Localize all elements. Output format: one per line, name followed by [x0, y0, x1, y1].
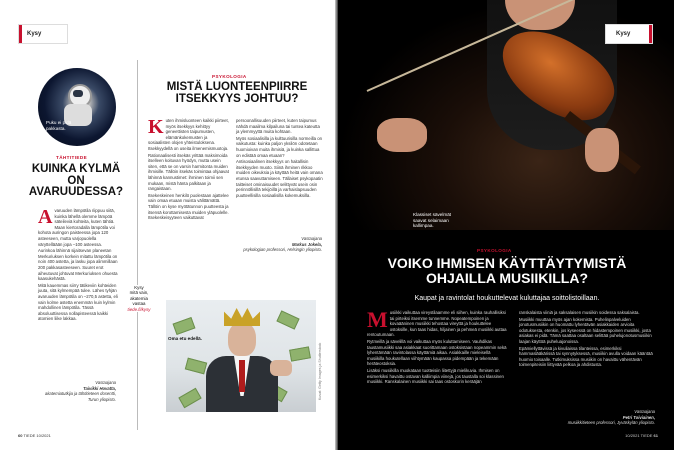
accent-bar [19, 25, 22, 43]
article3-paragraph: ranskalaista viiniä ja saksalaisen musiikin soidessa saksalaista. [519, 310, 640, 315]
article2-paragraph: Rationaalisesti itsekäs yrittää maksimoida itselleen koituvan hyödyn, mutta usein siten, että se on varsin harmitonta muiden ihmisille. Tällöin itsekäs toimintaa ohjaavat lähinnä kannustimet: ihminen toimii sen mukaan, mistä hänta palkitaan ja rangaistaan. [148, 152, 229, 192]
folio-text: TIEDE 10/2021 [23, 433, 51, 438]
astronaut-visor [73, 90, 83, 97]
drop-cap: K [148, 116, 164, 138]
signature-name: Markus Jokela, [291, 241, 322, 247]
question-box-line: Kysy [134, 285, 144, 290]
article3-paragraph: Lisäksi musiikilla muokataan tuotteisiin liitettyjä mielikuvia. Ihmisen on esimerkiksi havaittu ostavan kalliimpia viinejä, jos taustalla soi klassinen musiikki. Ranskalainen musiikki sai taas ostoskorin kerääjän [367, 367, 504, 385]
article2-signature [236, 236, 322, 253]
money-bill-icon [276, 310, 299, 329]
article2-paragraph: Itsekeskeinen henkilö puolestaan ajattelee vain omaa etuaan muista välittämättä. Tällöin on kyse myötätunnon puutteesta ja itsensä korottamisesta muiden yläpuolelle. Itsekeskeisyyteen vaikuttavat [148, 192, 229, 221]
article2-tag: PSYKOLOGIA [212, 74, 247, 79]
section-label-right [605, 24, 653, 44]
photo-credit: Kuvat: Getty Images ja Shutterstock [318, 342, 322, 400]
drop-cap: A [38, 206, 53, 228]
signature-intro: Vastaajana [95, 380, 116, 385]
article2-paragraph: Myös sosiaalisilla ja kulttuurisilla normeilla on vaikutusta: kuinka paljon yksilön odotetaan huomioivan muita ihmisiä, ja kuinka sallittua on edistää omaa etuaan? [236, 135, 322, 158]
section-label-text: Kysy [27, 31, 42, 37]
article2-paragraph: uten ihmisluonteen kaikki piirteet, myös itsekkyys kehittyy geneettisten taipumusten, elämänkokemusten ja sosiaalisten olojen yhteistuloksena. Itsekkyydellä on useita ilmenemismuotoja. [148, 118, 229, 151]
signature-role: psykologian professori, Helsingin yliopisto. [243, 247, 322, 253]
article3-tag: PSYKOLOGIA [477, 248, 512, 253]
question-box-link[interactable]: tiede.fi/kysy [127, 306, 151, 312]
article1-tag: TÄHTITIEDE [56, 155, 88, 160]
section-label-text: Kysy [616, 31, 631, 37]
signature-role: musiikkitieteen professori, Jyväskylän yliopisto. [567, 420, 655, 426]
article1-paragraph: Mitä kauemmas siirry tätikeviin kohteiden juuta, sitä kylmempää tulee. Lähes tyhjän avaruuden lämpötila on –270,5 astetta, eli vain kolme astetta enemmän kuin kylmin mahdollinen lämpötila. Tässä absoluuttisessa nollapisteessä kaikki atomien liike lakkaa. [38, 282, 118, 322]
article2-paragraph: Antisosiaalinen itsekkyys on haitallisin itsekkyyden muoto. Siinä ihminen rikkoo muiden oikeuksia ja käyttää heitä vain omana etunsa saavuttamiseen. Tällaiset psykopaatin taitteiset ominaisuudet selittyvät usein osin perinnöllisillä tekijöillä ja varhaislapsuuden puutteellisilla sosiaalisilla kokemuksilla. [236, 159, 323, 198]
money-bill-icon [289, 346, 311, 361]
column-divider [137, 60, 138, 430]
signature-intro: Vastaajana [301, 236, 322, 241]
face [228, 322, 256, 356]
bow-hand [377, 118, 427, 152]
article3-column-2 [519, 310, 655, 369]
crown-icon [224, 308, 260, 326]
article1-paragraph: Aurinkoa lähinnä sijaitsevan planeetan Merkuriuksen korkein mitattu lämpötila on noin 400 astetta, ja lasku jopa alimmillaan 200 pakkasasteeseen. Suuret erot aiheutuvat johtuvat Merkuriuksen ohuesta kaasukehästä. [38, 248, 118, 282]
folio-left [18, 433, 51, 438]
hand [270, 360, 292, 376]
section-label-left [18, 24, 68, 44]
page-number: 60 [18, 433, 23, 438]
question-box-line: vastaa [132, 301, 146, 307]
question-box [118, 285, 160, 312]
article3-paragraph: Musiikki muuttaa myös ajan kokemista. Puhelinpalveluiden jonotusmusiikin on huomattu lyhentävän asiakkaiden arvioita odotuksesta, etenkin, jos kyseessä on hidastempoinen musiikki, josta asiakas ei pidä. Tämä saattaa osaltaan selittää puhelujonotusmusiikin laajan käyttöä puheluajonoissa. [519, 316, 652, 344]
question-box-line: akatemia [130, 295, 148, 301]
article1-signature [40, 380, 116, 402]
astronaut-caption: Puku ei pidä pakkasta. [46, 120, 72, 131]
fingering-hand [585, 128, 619, 172]
astronaut-image [38, 68, 116, 146]
article2-column-2 [236, 118, 324, 199]
right-page [337, 0, 674, 450]
question-box-line: mitä vain, [129, 290, 149, 296]
folio-text: 10/2021 TIEDE [625, 433, 653, 438]
photo2-caption: Oma etu edellä. [168, 336, 202, 341]
page-gutter [335, 0, 338, 450]
article3-signature [519, 409, 655, 426]
crowned-man-photo [166, 300, 316, 412]
article1-paragraph: varuuden lämpötila riippuu siitä, kuinka lähellä olemme lämpöä säteileviä kohteita, kuten tähtiä. Maan kiertoradalla lämpötila voi kohota auringon paisteessa jopa 120 asteeseen, mutta varjopuolella väryttelläään jopa –100 asteessa. [38, 208, 115, 247]
article3-column-1 [367, 307, 507, 386]
money-bill-icon [178, 388, 201, 408]
signature-intro: Vastaajana [634, 409, 655, 414]
money-bill-icon [173, 317, 196, 335]
article1-body [38, 208, 118, 323]
article3-headline: VOIKO IHMISEN KÄYTTÄYTYMISTÄ OHJAILLA MUSIIKILLA? [387, 255, 627, 286]
signature-name: Taivikki Hovatta, [83, 385, 116, 391]
article3-lede: Kaupat ja ravintolat houkuttelevat kuluttajaa soittolistoillaan. [414, 295, 600, 302]
article2-headline: MISTÄ LUONTEENPIIRRE ITSEKKYYS JOHTUU? [166, 81, 308, 105]
drop-cap: M [367, 307, 388, 332]
folio-right [625, 433, 658, 438]
accent-bar [649, 25, 652, 43]
article3-paragraph: Rytmeillä ja sävelillä voi vaikuttaa myös kuluttamiseen. Vauhdikas taustamusiikki saa asiakkaat suorittamaan ostoksistaan nopeammin sekä lyhentämään ravintolassa käyttämiä aikaa. Asiakkaille mieleisellä musiikilla houkutellaan viihtymään kaupassa pidempään ja tekemään heräteostoksia. [367, 338, 507, 367]
money-bill-icon [185, 358, 207, 375]
page-number: 61 [653, 433, 658, 438]
article3-paragraph: Epämiellyttävissä ja kivuliaissa tilanteissa, esimerkiksi hammaslääkärissä tai synnytyksessä, musiikin avulla voidaan kääntää huomio toisaalle. Tutkimuksissa musiikin on havaittu vähentävän toimenpiteisiin liittyvää pelkoa ja ahdistusta. [519, 345, 653, 368]
signature-name: Petri Toiviainen, [622, 414, 655, 420]
article2-paragraph: persoonallisuuden piirteet, kuten taipumus nähdä maailma kilpailuna tai tuntea kateutta ja ylemmyyttä muita kohtaan. [236, 118, 320, 135]
article1-headline: KUINKA KYLMÄ ON AVARUUDESSA? [28, 163, 124, 199]
article2-column-1 [148, 118, 230, 222]
signature-role: akatemiatutkija ja tähtitieteen dosentti, Turun yliopisto. [45, 391, 116, 402]
violin-photo-caption: Klassiset sävelmät saavat selaimaan kallimpaa. [413, 212, 452, 229]
article3-paragraph: usiikki vaikuttaa vireystilaamme eli siihen, kuinka rauhallisiksi tai pirteiksi itsemme tunnemme. Nopeatempoinen ja kovaääninen musiikki tehostaa vireyttä ja houkuttelee ostoksille, kun taas hidas, hiljainen ja pehmeä musiikki auttaa rentoutumaan. [367, 310, 507, 338]
tie [239, 360, 245, 392]
